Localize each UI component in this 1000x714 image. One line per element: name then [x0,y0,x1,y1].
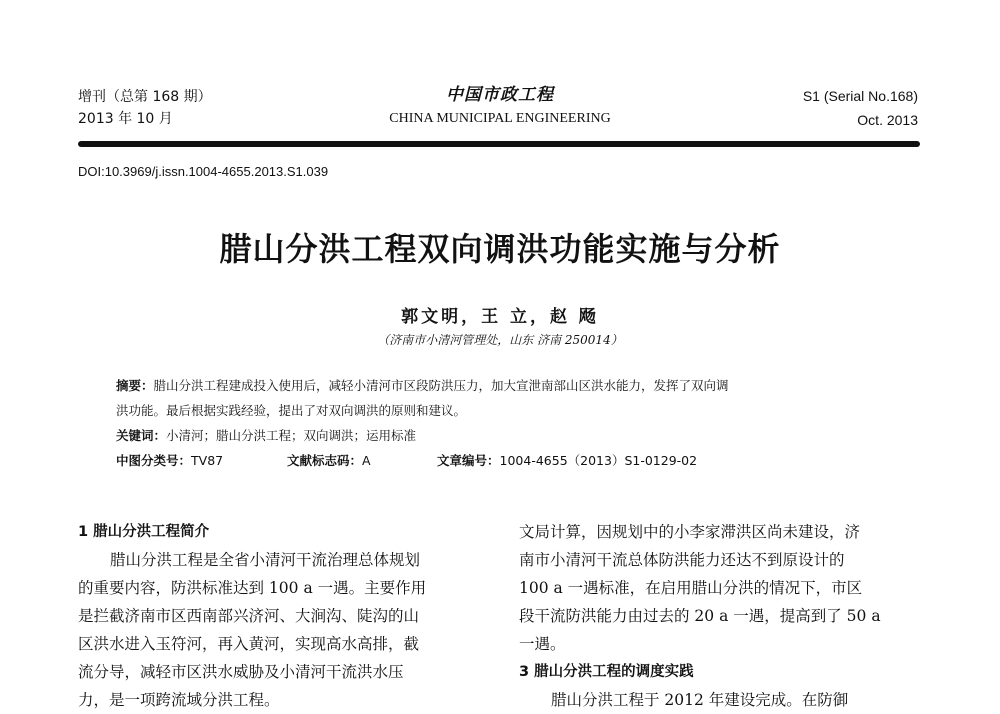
abstract-text-1: 腊山分洪工程建成投入使用后，减轻小清河市区段防洪压力，加大宣泄南部山区洪水能力，发挥了双向调 [153,378,729,393]
serial-number: S1 (Serial No.168) [802,88,918,104]
article-number-label: 文章编号： [437,453,500,468]
article-number-value: 1004-4655（2013）S1-0129-02 [499,453,698,468]
journal-name-cn: 中国市政工程 [446,85,554,105]
affiliation: （济南市小清河管理处，山东 济南 250014） [377,333,623,347]
doc-code-value: A [362,453,371,468]
clc-value: TV87 [191,453,224,468]
abstract-label: 摘要： [116,378,154,393]
article-number [437,451,697,469]
doc-code-label: 文献标志码： [287,453,363,468]
abstract-line-1 [116,376,729,394]
classification-row [116,451,223,469]
body-line: 腊山分洪工程于 2012 年建设完成。在防御 [551,691,849,709]
body-line: 段干流防洪能力由过去的 20 a 一遇，提高到了 50 a [519,607,881,625]
body-line: 流分导，减轻市区洪水威胁及小清河干流洪水压 [78,663,404,681]
body-line: 100 a 一遇标准，在启用腊山分洪的情况下，市区 [519,579,863,597]
body-line: 区洪水进入玉符河，再入黄河，实现高水高排，截 [78,635,420,653]
paper-title: 腊山分洪工程双向调洪功能实施与分析 [219,230,781,268]
journal-name-en: CHINA MUNICIPAL ENGINEERING [389,111,611,126]
body-line: 是拦截济南市区西南部兴济河、大涧沟、陡沟的山 [78,607,420,625]
body-line: 腊山分洪工程是全省小清河干流治理总体规划 [110,551,421,569]
body-column-right [519,518,931,714]
serial-info [803,84,918,132]
keywords-label: 关键词： [116,428,167,443]
header-rule [78,141,920,147]
issue-date-cn: 2013 年 10 月 [78,111,173,127]
keywords [116,426,416,444]
body-line: 一遇。 [519,635,566,653]
section-1-heading: 1 腊山分洪工程简介 [78,524,210,540]
issue-date-en: Oct. 2013 [857,112,918,128]
section-3-heading: 3 腊山分洪工程的调度实践 [519,664,694,680]
issue-number: 增刊（总第 168 期） [78,89,212,105]
body-line: 力，是一项跨流域分洪工程。 [78,691,280,709]
abstract-text-2: 洪功能。最后根据实践经验，提出了对双向调洪的原则和建议。 [116,403,467,418]
body-line: 的重要内容，防洪标准达到 100 a 一遇。主要作用 [78,579,427,597]
document-code [287,451,371,469]
doi[interactable]: DOI:10.3969/j.issn.1004-4655.2013.S1.039 [78,164,329,179]
abstract-line-2 [116,401,466,419]
clc-label: 中图分类号： [116,453,192,468]
body-line: 南市小清河干流总体防洪能力还达不到原设计的 [519,551,845,569]
keywords-text: 小清河；腊山分洪工程；双向调洪；运用标准 [166,428,417,443]
authors: 郭文明，王 立，赵 飏 [401,307,599,327]
body-column-left [78,518,490,714]
body-line: 文局计算，因规划中的小李家滞洪区尚未建设，济 [519,523,861,541]
